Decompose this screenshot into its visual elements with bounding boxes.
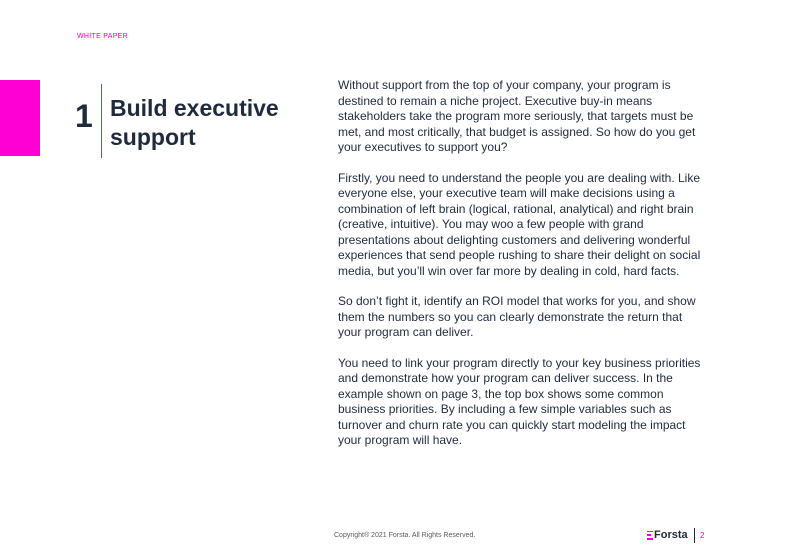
body-text bbox=[338, 78, 704, 464]
body-paragraph: Firstly, you need to understand the people you are dealing with. Like everyone else, your executive team will make decisions using a combination of left brain (logical, rational, analytical) and right brain (creative, intuitive). You may woo a few people with grand presentations about delighting customers and delivering wonderful experiences that send people rushing to share their delight on social media, but you’ll win over far more by dealing in cold, hard facts. bbox=[338, 170, 701, 278]
footer-divider bbox=[694, 528, 695, 543]
forsta-logo bbox=[647, 529, 688, 541]
copyright-text: Copyright® 2021 Forsta. All Rights Reserved. bbox=[334, 532, 476, 539]
section-title: Build executive support bbox=[110, 95, 279, 150]
body-paragraph: You need to link your program directly to your key business priorities and demonstrate how your program can deliver success. In the example shown on page 3, the top box shows some common business priorities. By including a few simple variables such as turnover and churn rate you can quickly start modeling the impact your program will have. bbox=[338, 355, 701, 447]
logo-text: Forsta bbox=[654, 529, 688, 541]
accent-block bbox=[0, 80, 40, 156]
body-paragraph: Without support from the top of your company, your program is destined to remain a niche project. Executive buy-in means stakeholders take the program more seriously, that targets must be met, and most critically, that budget is assigned. So how do you get your executives to support you? bbox=[338, 78, 696, 154]
section-divider bbox=[101, 84, 102, 158]
page-number: 2 bbox=[700, 531, 705, 540]
body-paragraph: So don’t fight it, identify an ROI model that works for you, and show them the numbers so you can clearly demonstrate the return that your program can deliver. bbox=[338, 294, 696, 339]
section-number: 1 bbox=[75, 98, 93, 134]
document-type-label: WHITE PAPER bbox=[77, 33, 129, 40]
forsta-logo-icon bbox=[647, 530, 653, 541]
